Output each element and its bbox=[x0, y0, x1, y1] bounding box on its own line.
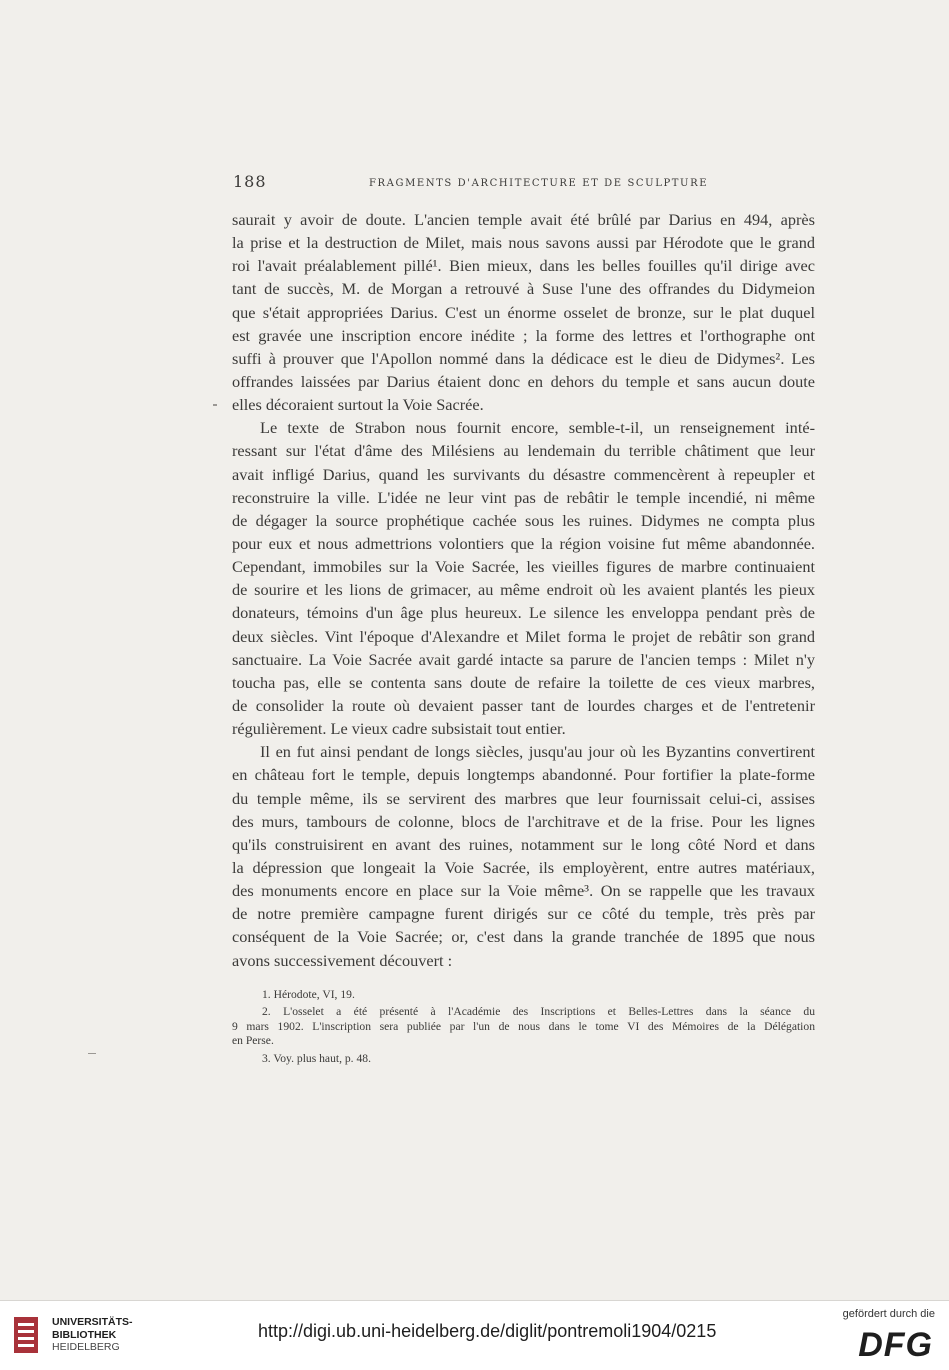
margin-mark bbox=[213, 404, 217, 406]
footnote-line: en Perse. bbox=[232, 1034, 274, 1048]
text-line: pour eux et nous admettrions volontiers que la région voisine fut même abandonnée. bbox=[232, 533, 815, 553]
text-line: ressant sur l'état d'âme des Milésiens au lendemain du terrible châtiment que leur bbox=[232, 441, 815, 461]
library-name bbox=[52, 1316, 133, 1354]
body-text bbox=[232, 208, 815, 972]
funded-by-label: gefördert durch die bbox=[842, 1308, 935, 1320]
text-line: saurait y avoir de doute. L'ancien temple avait été brûlé par Darius en 494, après bbox=[232, 210, 815, 229]
text-line: des murs, tambours de colonne, blocs de l'architrave et de la frise. Pour les lignes bbox=[232, 811, 815, 831]
library-name-line: HEIDELBERG bbox=[52, 1341, 120, 1353]
text-line: sanctuaire. La Voie Sacrée avait gardé intacte sa parure de l'ancien temps : Milet n'y bbox=[232, 649, 815, 669]
text-line: donateurs, témoins d'un âge plus heureux. Le silence les enveloppa pendant près de bbox=[232, 603, 815, 623]
text-line: de notre première campagne furent dirigés sur ce côté du temple, très près par bbox=[232, 904, 815, 924]
text-line: régulièrement. Le vieux cadre subsistait tout entier. bbox=[232, 719, 566, 739]
text-line: Le texte de Strabon nous fournit encore, semble-t-il, un renseignement inté- bbox=[260, 418, 815, 438]
text-line: reconstruire la ville. L'idée ne leur vint pas de rebâtir le temple incendié, ni même bbox=[232, 487, 815, 507]
text-line: que s'était appropriées Darius. C'est un énorme osselet de bronze, sur le plat duquel bbox=[232, 302, 815, 322]
text-line: offrandes laissées par Darius étaient donc en dehors du temple et sans aucun doute bbox=[232, 371, 815, 391]
text-line: de consolider la route où devaient passer tant de lourdes charges et de l'entretenir bbox=[232, 695, 815, 715]
text-line: de dégager la source prophétique cachée sous les ruines. Didymes ne compta plus bbox=[232, 510, 815, 530]
text-line: des monuments encore en place sur la Voie même³. On se rappelle que les travaux bbox=[232, 881, 815, 901]
text-line: deux siècles. Vint l'époque d'Alexandre et Milet forma le projet de rebâtir son grand bbox=[232, 626, 815, 646]
university-library-logo-icon bbox=[12, 1315, 40, 1355]
margin-mark bbox=[88, 1053, 96, 1054]
source-url-link[interactable]: http://digi.ub.uni-heidelberg.de/diglit/pontremoli1904/0215 bbox=[258, 1321, 717, 1341]
dfg-logo: DFG bbox=[858, 1326, 933, 1364]
text-line: avait infligé Darius, quand les survivants du désastre commencèrent à repeupler et bbox=[232, 464, 815, 484]
library-name-line: BIBLIOTHEK bbox=[52, 1328, 117, 1341]
text-line: toucha pas, elle se contenta sans doute de refaire la toilette de ces vieux marbres, bbox=[232, 672, 815, 692]
footnote-line: 2. L'osselet a été présenté à l'Académie des Inscriptions et Belles-Lettres dans la séance du bbox=[262, 1005, 815, 1019]
text-line: Il en fut ainsi pendant de longs siècles, jusqu'au jour où les Byzantins convertirent bbox=[260, 742, 815, 762]
page-number: 188 bbox=[233, 172, 267, 191]
footnote-line: 3. Voy. plus haut, p. 48. bbox=[262, 1051, 371, 1065]
running-title: FRAGMENTS D'ARCHITECTURE ET DE SCULPTURE bbox=[369, 178, 709, 189]
footnotes bbox=[232, 988, 815, 1066]
text-line: la dépression que longeait la Voie Sacrée, ils employèrent, entre autres matériaux, bbox=[232, 857, 815, 877]
text-line: tant de succès, M. de Morgan a retrouvé à Suse l'une des offrandes du Didymeion bbox=[232, 279, 815, 299]
page-header bbox=[231, 172, 813, 194]
text-line: conséquent de la Voie Sacrée; or, c'est dans la grande tranchée de 1895 que nous bbox=[232, 927, 815, 947]
text-line: elles décoraient surtout la Voie Sacrée. bbox=[232, 395, 484, 415]
text-line: roi l'avait préalablement pillé¹. Bien mieux, dans les belles fouilles qu'il dirige avec bbox=[232, 256, 815, 276]
text-line: est gravée une inscription encore inédite ; la forme des lettres et l'orthographe ont bbox=[232, 325, 815, 345]
text-line: suffi à prouver que l'Apollon nommé dans la dédicace est le dieu de Didymes². Les bbox=[232, 348, 815, 368]
text-line: la prise et la destruction de Milet, mais nous savons aussi par Hérodote que le grand bbox=[232, 233, 815, 253]
text-line: avons successivement découvert : bbox=[232, 950, 453, 970]
library-name-line: UNIVERSITÄTS- bbox=[52, 1316, 133, 1328]
text-line: de sourire et les lions de grimacer, au même endroit où les avaient plantés les pieux bbox=[232, 580, 815, 600]
footer-bar bbox=[0, 1300, 949, 1370]
text-line: en château fort le temple, depuis longtemps abandonné. Pour fortifier la plate-forme bbox=[232, 765, 815, 785]
text-line: Cependant, immobiles sur la Voie Sacrée, les vieilles figures de marbre continuaient bbox=[232, 557, 815, 577]
footnote-line: 1. Hérodote, VI, 19. bbox=[262, 988, 355, 1001]
text-line: qu'ils construisirent en avant des ruines, notamment sur le long côté Nord et dans bbox=[232, 834, 815, 854]
footnote-line: 9 mars 1902. L'inscription sera publiée par l'un de nous dans le tome VI des Mémoires de la Délégation bbox=[232, 1019, 815, 1033]
text-line: du temple même, ils se servirent des marbres que leur fournissait celui-ci, assises bbox=[232, 788, 815, 808]
